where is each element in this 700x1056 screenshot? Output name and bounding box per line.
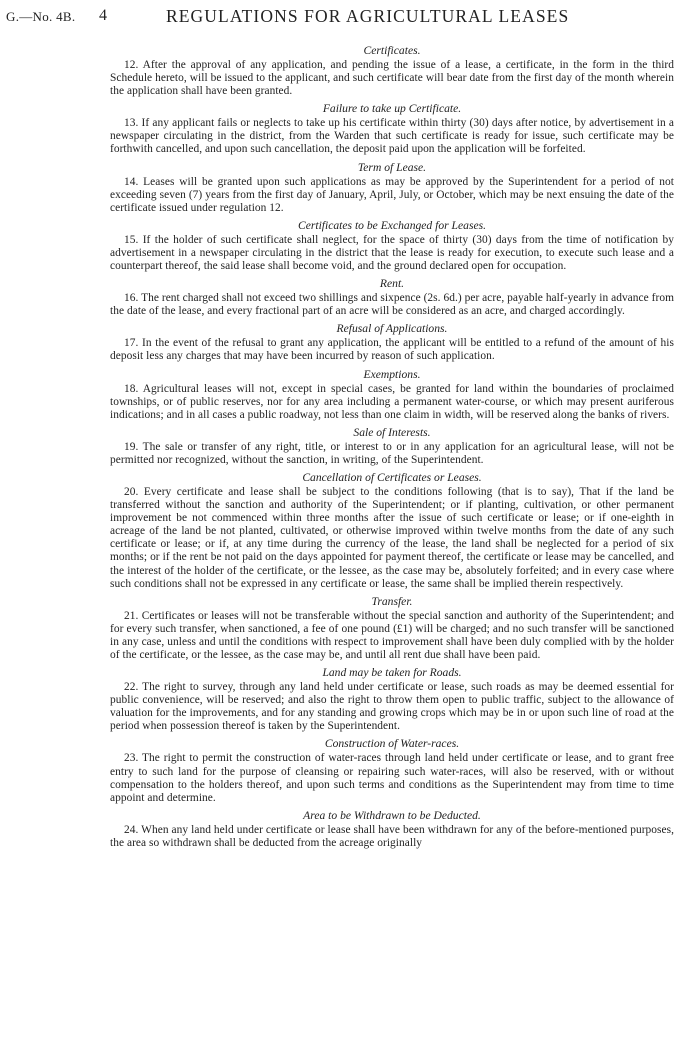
page-header: [6, 5, 694, 33]
section-paragraph: 21. Certificates or leases will not be transferable without the special sanction and authority of the Superintendent; and for every such transfer, when sanctioned, a fee of one pound (£1) will be charged; and no such transfer will be sanctioned in any case, unless and until the conditions with respect to improvement shall have been duly complied with by the holder of the certificate, or the lessee, as the case may be, and until all rent due shall have been paid.: [110, 609, 674, 661]
regulations-body: [110, 44, 674, 1052]
section-17: [110, 322, 674, 363]
section-heading: Construction of Water-races.: [324, 737, 460, 751]
section-heading: Transfer.: [371, 594, 413, 608]
section-12: [110, 44, 674, 98]
section-paragraph: 16. The rent charged shall not exceed two shillings and sixpence (2s. 6d.) per acre, payable half-yearly in advance from the date of the lease, and every fractional part of an acre will be considered as an acre, and charged accordingly.: [110, 292, 674, 318]
section-23: [110, 737, 674, 804]
section-18: [110, 368, 674, 422]
section-paragraph: 12. After the approval of any application, and pending the issue of a lease, a certificate, in the form in the third Schedule hereto, will be issued to the applicant, and such certificate will bear date from the first day of the month wherein the application shall have been granted.: [110, 59, 674, 98]
section-paragraph: 13. If any applicant fails or neglects to take up his certificate within thirty (30) days after notice, by advertisement in a newspaper circulating in the district, from the Warden that such certificate is ready for issue, such certificate may be forthwith cancelled, and upon such cancellation, the deposit paid upon the application will be forfeited.: [110, 117, 674, 156]
section-heading: Exemptions.: [363, 367, 421, 381]
section-paragraph: 15. If the holder of such certificate shall neglect, for the space of thirty (30) days from the time of notification by advertisement in a newspaper circulating in the district that the lease is ready for execution, to execute such lease and a counterpart thereof, the said lease shall become void, and the ground declared open for occupation.: [110, 233, 674, 273]
section-heading: Failure to take up Certificate.: [322, 102, 462, 116]
section-16: [110, 277, 674, 318]
section-heading: Area to be Withdrawn to be Deducted.: [303, 808, 481, 822]
section-heading: Certificates to be Exchanged for Leases.: [297, 218, 487, 232]
section-paragraph: 19. The sale or transfer of any right, title, or interest to or in any application for an agricultural lease, will not be permitted nor recognized, without the sanction, in writing, of the Superintendent.: [110, 440, 674, 466]
section-heading: Rent.: [379, 277, 405, 291]
section-heading: Cancellation of Certificates or Leases.: [302, 470, 482, 484]
section-paragraph: 18. Agricultural leases will not, except in special cases, be granted for land within the boundaries of proclaimed townships, or of public reserves, nor for any area including a permanent water-course, or which may present auriferous indications; and in all cases a public roadway, not less than one claim in width, will be reserved along the banks of rivers.: [110, 382, 674, 421]
section-19: [110, 426, 674, 467]
section-paragraph: 14. Leases will be granted upon such applications as may be approved by the Superintendent for a period of not exceeding seven (7) years from the first day of January, April, July, or October, which may be next ensuing the date of the certificate issued under regulation 12.: [110, 175, 674, 214]
section-15: [110, 219, 674, 273]
section-heading: Certificates.: [363, 44, 421, 57]
section-14: [110, 161, 674, 215]
page-title: REGULATIONS FOR AGRICULTURAL LEASES: [166, 6, 570, 26]
section-paragraph: 24. When any land held under certificate or lease shall have been withdrawn for any of the before-mentioned purposes, the area so withdrawn shall be deducted from the acreage originally: [110, 823, 674, 849]
section-paragraph: 17. In the event of the refusal to grant any application, the applicant will be entitled to a refund of the amount of his deposit less any charges that may have been incurred by reason of such application.: [110, 337, 674, 363]
section-heading: Land may be taken for Roads.: [322, 666, 462, 680]
page-number: 4: [99, 7, 107, 24]
section-heading: Sale of Interests.: [353, 425, 431, 439]
section-22: [110, 666, 674, 733]
section-20: [110, 471, 674, 591]
section-paragraph: 22. The right to survey, through any land held under certificate or lease, such roads as may be deemed essential for public convenience, will be reserved; and also the right to throw them open to public traffic, subject to the allowance of valuation for the improvements, and for any standing and growing crops which may be in or upon such line of road at the period when possession thereof is taken by the Superintendent.: [110, 681, 674, 733]
section-21: [110, 595, 674, 662]
section-paragraph: 20. Every certificate and lease shall be subject to the conditions following (that is to say), That if the land be transferred without the sanction and authority of the Superintendent; or if planting, cultivation, or other permanent improvement be not commenced within three months after the issue of such certificate or lease; or if one-eighth in acreage of the land be not planted, cultivated, or otherwise improved within twelve months from the date of any such certificate or lease; or if, at any time during the currency of the lease, the land shall be neglected for a period of six months; or if the rent be not paid on the days appointed for payment thereof, the certificate or lease may be cancelled, and the interest of the holder of the certificate, or the lessee, as the case may be, absolutely forfeited; and in every case where such conditions shall not be expressed in any certificate or lease, the same shall be implied therein respectively.: [110, 485, 674, 590]
section-heading: Refusal of Applications.: [336, 322, 448, 336]
section-paragraph: 23. The right to permit the construction of water-races through land held under certificate or lease, and to grant free entry to such land for the purpose of cleansing or repairing such water-races, will also be reserved, with or without compensation to the holders thereof, and upon such terms and conditions as the Superintendent may from time to time appoint and determine.: [110, 752, 674, 804]
section-13: [110, 102, 674, 156]
document-reference: G.—No. 4B.: [6, 9, 76, 24]
section-24: [110, 809, 674, 850]
section-heading: Term of Lease.: [357, 160, 427, 174]
